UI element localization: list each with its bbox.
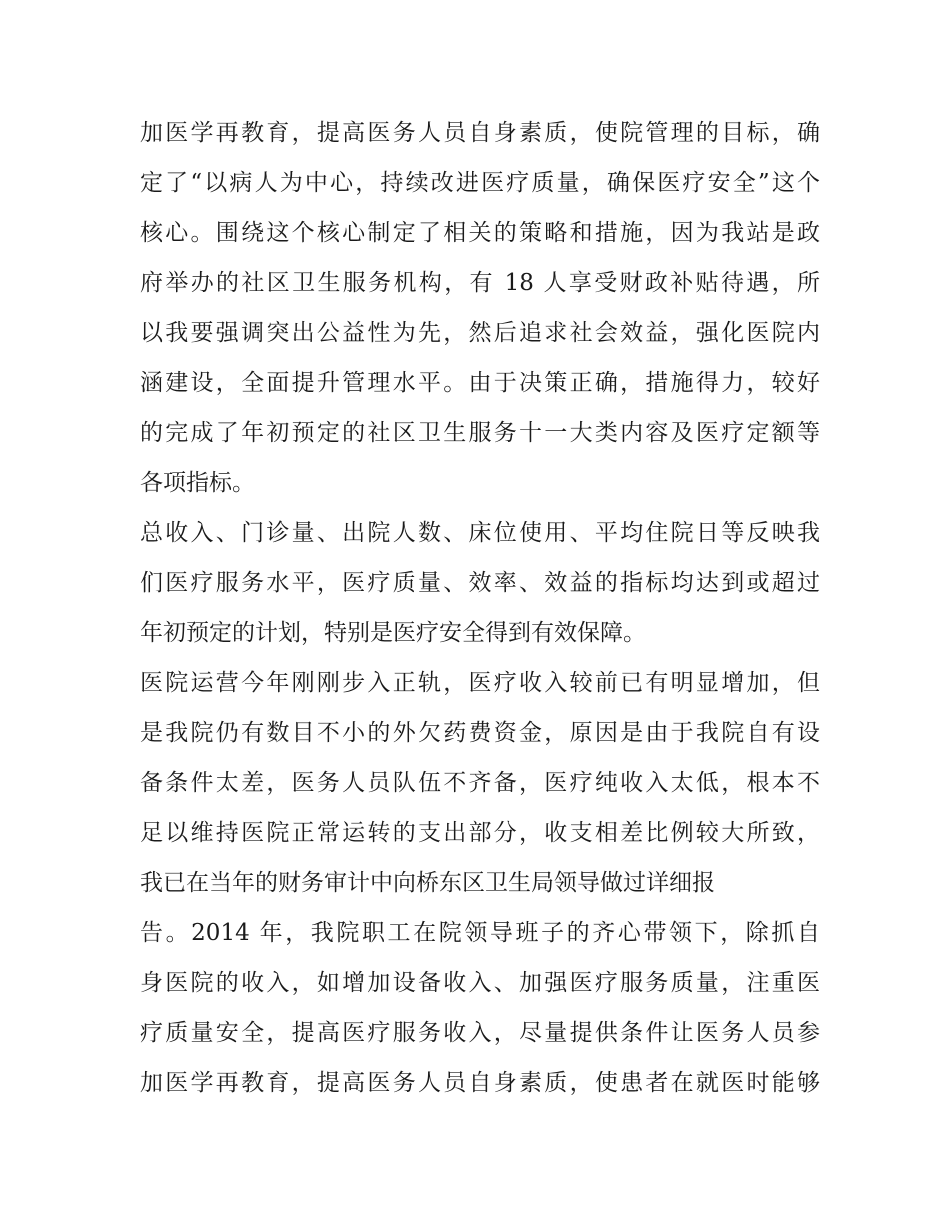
- text-line: 总收入、门诊量、出院人数、床位使用、平均住院日等反映我: [140, 520, 820, 546]
- text-line: 以我要强调突出公益性为先，然后追求社会效益，强化医院内: [140, 320, 820, 346]
- text-line: 核心。围绕这个核心制定了相关的策略和措施，因为我站是政: [140, 220, 820, 246]
- text-line: 疗质量安全，提高医疗服务收入，尽量提供条件让医务人员参: [140, 1020, 820, 1046]
- text-line: 加医学再教育，提高医务人员自身素质，使患者在就医时能够: [140, 1070, 820, 1096]
- text-line: 足以维持医院正常运转的支出部分，收支相差比例较大所致，: [140, 820, 820, 846]
- text-line: 府举办的社区卫生服务机构，有 18 人享受财政补贴待遇，所: [140, 270, 820, 296]
- text-line: 是我院仍有数目不小的外欠药费资金，原因是由于我院自有设: [140, 720, 820, 746]
- text-line: 加医学再教育，提高医务人员自身素质，使院管理的目标，确: [140, 120, 820, 146]
- text-line: 告。2014 年，我院职工在院领导班子的齐心带领下，除抓自: [140, 920, 820, 946]
- text-line: 的完成了年初预定的社区卫生服务十一大类内容及医疗定额等: [140, 420, 820, 446]
- text-line: 涵建设，全面提升管理水平。由于决策正确，措施得力，较好: [140, 370, 820, 396]
- body-text: [140, 108, 820, 1108]
- text-line: 各项指标。: [140, 470, 255, 496]
- text-line: 医院运营今年刚刚步入正轨，医疗收入较前已有明显增加，但: [140, 670, 820, 696]
- text-line: 我已在当年的财务审计中向桥东区卫生局领导做过详细报: [140, 870, 715, 896]
- text-line: 身医院的收入，如增加设备收入、加强医疗服务质量，注重医: [140, 970, 820, 996]
- text-line: 年初预定的计划，特别是医疗安全得到有效保障。: [140, 620, 646, 646]
- text-line: 们医疗服务水平，医疗质量、效率、效益的指标均达到或超过: [140, 570, 820, 596]
- text-line: 定了“以病人为中心，持续改进医疗质量，确保医疗安全”这个: [140, 170, 820, 196]
- text-line: 备条件太差，医务人员队伍不齐备，医疗纯收入太低，根本不: [140, 770, 820, 796]
